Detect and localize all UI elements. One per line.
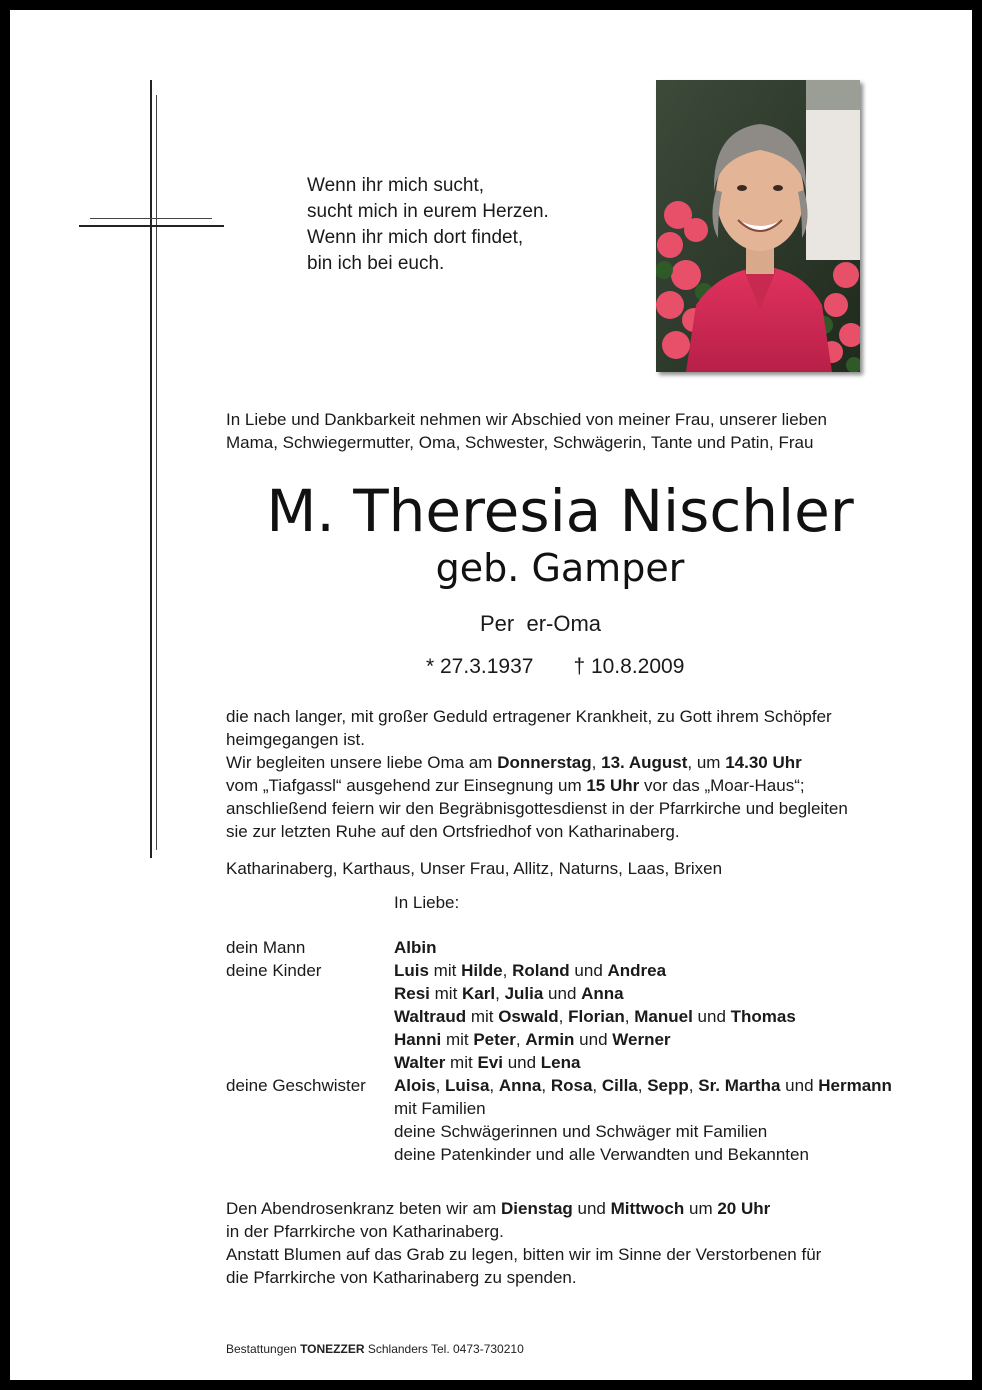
sibling-line: Alois, Luisa, Anna, Rosa, Cilla, Sepp, Sr. Martha und Hermann bbox=[394, 1076, 892, 1095]
body-line bbox=[226, 774, 926, 797]
text-run: vom „Tiafgassl“ ausgehend zur Einsegnung um bbox=[226, 776, 587, 795]
undertaker-name: TONEZZER bbox=[300, 1342, 365, 1356]
poem-line: Wenn ihr mich sucht, bbox=[307, 175, 485, 196]
poem bbox=[307, 173, 549, 277]
intro-text bbox=[226, 408, 926, 454]
intro-line: Mama, Schwiegermutter, Oma, Schwester, Schwägerin, Tante und Patin, Frau bbox=[226, 433, 814, 452]
portrait-photo-icon bbox=[656, 80, 860, 372]
sibling-line: mit Familien bbox=[394, 1099, 486, 1118]
child-line: Walter mit Evi und Lena bbox=[394, 1053, 581, 1072]
blessing-time: 15 Uhr bbox=[586, 776, 640, 795]
funeral-day: Donnerstag bbox=[497, 753, 592, 772]
rosary-time: 20 Uhr bbox=[717, 1199, 771, 1218]
cross-horizontal-inner-line bbox=[90, 218, 212, 219]
places: Katharinaberg, Karthaus, Unser Frau, Allitz, Naturns, Laas, Brixen bbox=[226, 859, 723, 878]
body-line: heimgegangen ist. bbox=[226, 730, 365, 749]
family-label: deine Geschwister bbox=[226, 1076, 366, 1095]
obituary-page bbox=[10, 10, 972, 1380]
family-row bbox=[226, 959, 946, 1074]
family-names bbox=[394, 959, 946, 1074]
maiden-name: geb. Gamper bbox=[435, 546, 685, 590]
family-label: deine Kinder bbox=[226, 961, 322, 980]
life-dates bbox=[426, 653, 684, 681]
undertaker-contact: Schlanders Tel. 0473-730210 bbox=[364, 1342, 524, 1356]
husband-name: Albin bbox=[394, 938, 437, 957]
rosary-line: Den Abendrosenkranz beten wir am Dienstag und Mittwoch um 20 Uhr bbox=[226, 1199, 771, 1218]
child-line: Waltraud mit Oswald, Florian, Manuel und Thomas bbox=[394, 1007, 796, 1026]
child-line: Hanni mit Peter, Armin und Werner bbox=[394, 1030, 671, 1049]
portrait-photo bbox=[656, 80, 860, 372]
birth-date: * 27.3.1937 bbox=[426, 655, 534, 678]
rosary-line: in der Pfarrkirche von Katharinaberg. bbox=[226, 1222, 504, 1241]
rosary-notice bbox=[226, 1197, 926, 1289]
rosary-day: Mittwoch bbox=[610, 1199, 685, 1218]
family-label: dein Mann bbox=[226, 938, 306, 957]
text-run: , um bbox=[687, 753, 726, 772]
undertaker-footer bbox=[226, 1341, 524, 1357]
body-line: sie zur letzten Ruhe auf den Ortsfriedhof von Katharinaberg. bbox=[226, 822, 680, 841]
body-line bbox=[226, 751, 926, 774]
relatives-line: deine Patenkinder und alle Verwandten und Bekannten bbox=[394, 1145, 809, 1164]
body-line: anschließend feiern wir den Begräbnisgottesdienst in der Pfarrkirche und begleiten bbox=[226, 799, 848, 818]
poem-line: bin ich bei euch. bbox=[307, 253, 445, 274]
cross-horizontal-line bbox=[79, 225, 224, 227]
text-run: , bbox=[591, 753, 602, 772]
deceased-name: M. Theresia Nischler bbox=[266, 477, 854, 545]
body-line: die nach langer, mit großer Geduld ertragener Krankheit, zu Gott ihrem Schöpfer bbox=[226, 707, 832, 726]
intro-line: In Liebe und Dankbarkeit nehmen wir Abschied von meiner Frau, unserer lieben bbox=[226, 410, 828, 429]
in-liebe-heading: In Liebe: bbox=[394, 893, 460, 912]
family-row bbox=[226, 936, 946, 959]
cross-vertical-line bbox=[150, 80, 152, 858]
rosary-day: Dienstag bbox=[501, 1199, 573, 1218]
donation-line: Anstatt Blumen auf das Grab zu legen, bitten wir im Sinne der Verstorbenen für bbox=[226, 1245, 822, 1264]
family-names bbox=[394, 936, 946, 959]
text-run: Wir begleiten unsere liebe Oma am bbox=[226, 753, 498, 772]
child-line: Luis mit Hilde, Roland und Andrea bbox=[394, 961, 667, 980]
death-date: † 10.8.2009 bbox=[573, 655, 685, 678]
donation-line: die Pfarrkirche von Katharinaberg zu spenden. bbox=[226, 1268, 577, 1287]
poem-line: sucht mich in eurem Herzen. bbox=[307, 201, 549, 222]
family-names bbox=[394, 1074, 946, 1166]
cross-vertical-inner-line bbox=[156, 95, 157, 850]
relatives-line: deine Schwägerinnen und Schwäger mit Familien bbox=[394, 1122, 768, 1141]
family-row bbox=[226, 1074, 946, 1166]
nickname: Per er-Oma bbox=[480, 611, 602, 636]
text-run: vor das „Moar-Haus“; bbox=[639, 776, 805, 795]
funeral-announcement bbox=[226, 705, 926, 843]
funeral-date: 13. August bbox=[601, 753, 688, 772]
child-line: Resi mit Karl, Julia und Anna bbox=[394, 984, 624, 1003]
funeral-time: 14.30 Uhr bbox=[725, 753, 802, 772]
family-list bbox=[226, 936, 946, 1166]
poem-line: Wenn ihr mich dort findet, bbox=[307, 227, 524, 248]
undertaker-prefix: Bestattungen bbox=[226, 1342, 301, 1356]
